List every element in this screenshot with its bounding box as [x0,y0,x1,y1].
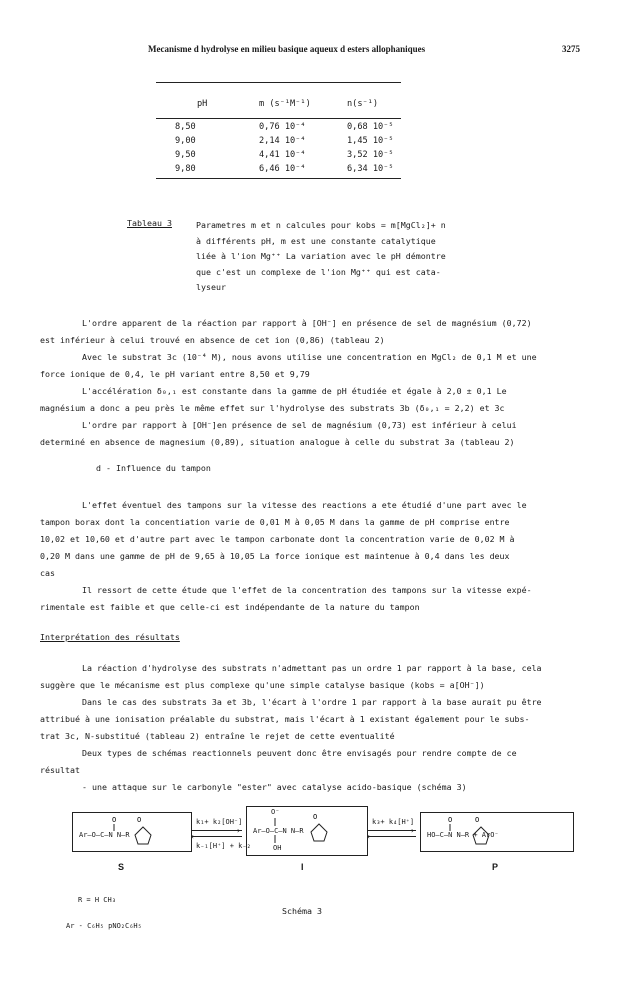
structure-substrate: Ar—O—C—N N—R [79,831,130,839]
cell-n: 6,34 10⁻⁵ [347,164,394,174]
arrow-forward-1 [192,830,242,831]
col-header-m: m (s⁻¹M⁻¹) [259,99,311,109]
text-line: Avec le substrat 3c (10⁻⁴ M), nous avons utilise une concentration en MgCl₂ de 0,1 M et une [82,352,537,362]
text-line: résultat [40,765,80,775]
scheme-box-substrate [72,812,192,852]
col-header-n: n(s⁻¹) [347,99,379,109]
paragraph-buffer-effect [40,497,532,616]
label-product: P [492,862,499,872]
text-line: Deux types de schémas reactionnels peuvent donc être envisagés pour rendre compte de ce [82,748,517,758]
arrowhead-left-icon: ‹ [190,832,195,841]
ring-icon [73,813,191,851]
text-line: est inférieur à celui trouvé en absence de cet ion (0,86) (tableau 2) [40,335,385,345]
table-row [175,148,427,162]
section-title: Interprétation des résultats [40,632,180,642]
cell-n: 0,68 10⁻⁵ [347,122,394,132]
table-row [175,120,427,134]
text-line: - une attaque sur le carbonyle "ester" avec catalyse acido-basique (schéma 3) [82,782,467,792]
text-line: L'accélération δ₀,₁ est constante dans la gamme de pH étudiée et égale à 2,0 ± 0,1 Le [82,386,507,396]
col-header-ph: pH [197,99,208,109]
cell-m: 4,41 10⁻⁴ [259,150,306,160]
svg-text:O: O [475,816,480,824]
rate-forward-1: k₁+ k₂[OH⁻] [196,818,243,826]
intermediate-bottom-substituent: OH [273,844,282,852]
svg-text:O: O [313,813,318,821]
ring-icon [247,807,367,855]
structure-intermediate: Ar—O—C—N N—R [253,827,304,835]
table-bottom-rule [156,178,401,179]
cell-ph: 9,50 [175,150,196,160]
svg-text:O: O [448,816,453,824]
text-line: tampon borax dont la concentiation varie de 0,01 M à 0,05 M dans la gamme de pH comprise entre [40,517,510,527]
table-caption [196,218,446,296]
cell-ph: 9,80 [175,164,196,174]
cell-ph: 8,50 [175,122,196,132]
cell-ph: 9,00 [175,136,196,146]
label-substrate: S [118,862,125,872]
text-line: attribué à une ionisation préalable du substrat, mais l'écart à 1 existant également pour le subs- [40,714,530,724]
cell-n: 1,45 10⁻⁵ [347,136,394,146]
caption-line: que c'est un complexe de l'ion Mg⁺⁺ qui est cata- [196,266,441,277]
caption-line: lyseur [196,282,226,292]
text-line: Il ressort de cette étude que l'effet de la concentration des tampons sur la vitesse expé- [82,585,532,595]
caption-line: Parametres m et n calcules pour kobs = m[MgCl₂]+ n [196,220,446,230]
svg-text:O: O [112,816,117,824]
text-line: trat 3c, N-substitué (tableau 2) entraîne le rejet de cette eventualité [40,731,395,741]
arrow-forward-2 [368,830,416,831]
cell-m: 2,14 10⁻⁴ [259,136,306,146]
svg-text:O: O [137,816,142,824]
text-line: determiné en absence de magnesium (0,89), situation analogue à celle du substrat 3a (tableau 2) [40,437,515,447]
subheading-buffer: d - Influence du tampon [96,463,211,473]
table-header-row [175,97,427,111]
arrowhead-right-icon: › [236,826,241,835]
text-line: L'ordre apparent de la réaction par rapport à [OH⁻] en présence de sel de magnésium (0,72) [82,318,532,328]
caption-line: à différents pH, m est une constante catalytique [196,235,436,246]
scheme-caption: Schéma 3 [282,906,322,916]
rate-backward-1: k₋₁[H⁺] + k₋₂ [196,842,251,850]
cell-m: 6,46 10⁻⁴ [259,164,306,174]
scheme-box-product [420,812,574,852]
data-table [175,97,427,176]
text-line: rimentale est faible et que celle-ci est indépendante de la nature du tampon [40,602,420,612]
paragraph-interpretation [40,660,542,796]
caption-line: liée à l'ion Mg⁺⁺ La variation avec le pH démontre [196,251,446,261]
arrowhead-right-icon: › [410,826,415,835]
text-line: suggère que le mécanisme est plus complexe qu'une simple catalyse basique (kobs = a[OH⁻]) [40,680,485,690]
arrow-backward-1 [192,836,242,837]
text-line: magnésium a donc a peu près le même effet sur l'hydrolyse des substrats 3b (δ₀,₁ = 2,2) et 3c [40,403,505,413]
cell-m: 0,76 10⁻⁴ [259,122,306,132]
structure-product: HO—C—N N—R + ArO⁻ [427,831,499,839]
text-line: 10,02 et 10,60 et d'autre part avec le tampon carbonate dont la concentration varie de 0,02 M à [40,534,515,544]
table-row [175,162,427,176]
text-line: L'ordre par rapport à [OH⁻]en présence de sel de magnésium (0,73) est inférieur à celui [82,420,517,430]
label-intermediate: I [301,862,304,872]
text-line: 0,20 M dans une gamme de pH de 9,65 à 10,05 La force ionique est maintenue à 0,4 dans les deux [40,551,510,561]
table-row [175,134,427,148]
table-caption-label: Tableau 3 [127,218,172,228]
ring-icon [421,813,573,851]
arrowhead-left-icon: ‹ [366,832,371,841]
text-line: cas [40,568,55,578]
text-line: Dans le cas des substrats 3a et 3b, l'écart à l'ordre 1 par rapport à la base aurait pu être [82,697,542,707]
table-top-rule [156,82,401,83]
rate-forward-2: k₃+ k₄[H⁺] [372,818,415,826]
footnote-ar: Ar - C₆H₅ pNO₂C₆H₅ [66,922,142,930]
text-line: force ionique de 0,4, le pH variant entre 8,50 et 9,79 [40,369,310,379]
paragraph-order-magnesium [40,315,537,451]
scheme-box-intermediate [246,806,368,856]
text-line: La réaction d'hydrolyse des substrats n'admettant pas un ordre 1 par rapport à la base, cela [82,663,542,673]
text-line: L'effet éventuel des tampons sur la vitesse des reactions a ete étudié d'une part avec le [82,500,527,510]
page-number: 3275 [562,44,580,54]
cell-n: 3,52 10⁻⁵ [347,150,394,160]
intermediate-top-substituent: O⁻ [271,808,280,816]
running-title: Mecanisme d hydrolyse en milieu basique aqueux d esters allophaniques [148,44,426,54]
arrow-backward-2 [368,836,416,837]
footnote-r: R = H CH₃ [78,896,116,904]
